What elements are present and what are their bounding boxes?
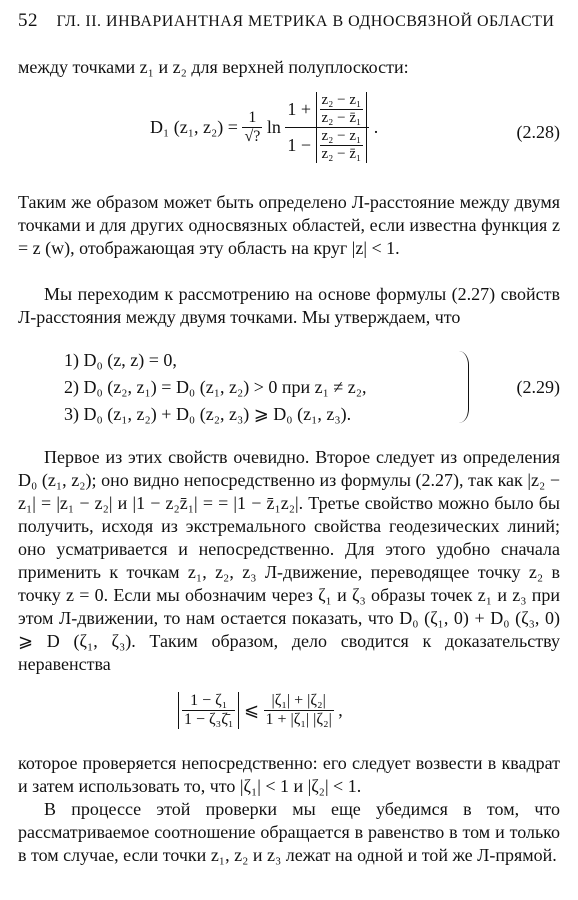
inner-numerator-2: z₂ − z₁ [321,128,362,144]
eq-dot: . [373,117,379,137]
eq-main-fraction [285,92,369,163]
property-1: 1) D₀ (z, z) = 0, [64,350,177,370]
paragraph-intro: между точками z₁ и z₂ для верхней полуплоскости: [18,57,409,77]
property-2: 2) D₀ (z₂, z₁) = D₀ (z₁, z₂) > 0 при z₁ ≠ z₂, [64,377,367,397]
one-minus: 1 − [287,135,312,155]
equation-number-2-29: (2.29) [516,377,560,397]
paragraph-verification: которое проверяется непосредственно: его следует возвести в квадрат и затем использовать то, что |ζ₁| < 1 и |ζ₂| < 1. [18,753,560,796]
inequality-rhs [264,692,334,729]
inequality-lhs [178,692,239,729]
lhs-numerator: 1 − ζ₁ [182,692,235,711]
eq-main-numerator [285,92,369,128]
paragraph-proof: Первое из этих свойств очевидно. Второе следует из определения D₀ (z₁, z₂); оно видно непосредственно из формулы (2.27), так как |z₂ − z₁| = |z₁ − z₂| и |1 − z₂z̄₁| = = |1 − z̄₁z₂|. Третье свойство можно было бы получить, исходя из экстремального свойства геодезических линий; оно усматривается и непосредственно. Для этого удобно сначала применить к точкам z₁, z₂, z₃ Л-движение, переводящее точку z₂ в точку z = 0. Если мы обозначим через ζ₁ и ζ₃ образы точек z₁ и z₃ при этом Л-движении, то нам остается показать, что D₀ (ζ₁, 0) + D₀ (ζ₃, 0) ⩾ D (ζ₁, ζ₃). Таким образом, дело сводится к доказательству неравенства [18,447,560,674]
lhs-denominator: 1 − ζ₃ζ̄₁ [184,711,234,729]
inner-denominator: z₂ − z̄₁ [321,110,362,126]
rhs-denominator: 1 + |ζ₁| |ζ₂| [265,711,332,728]
paragraph-equality-case: В процессе этой проверки мы еще убедимся в том, что рассматриваемое соотношение обращается в равенство в том и только в том случае, если точки z₁, z₂ и z₃ лежат на одной и той же Л-прямой. [18,799,560,865]
property-3: 3) D₀ (z₁, z₂) + D₀ (z₂, z₃) ⩾ D₀ (z₁, z₃). [64,404,352,424]
eq-lhs: D₁ (z₁, z₂) = [150,117,238,137]
paragraph-definition: Таким же образом может быть определено Л-расстояние между двумя точками и для других односвязных областей, если известна функция z = z (w), отображающая эту область на круг |z| < 1. [18,192,560,258]
coef-denominator: √? [244,128,261,145]
ln-symbol: ln [266,117,281,137]
inner-denominator-2: z₂ − z̄₁ [321,146,362,162]
eq-coefficient [242,109,262,146]
rhs-numerator: |ζ₁| + |ζ₂| [264,692,334,711]
one-plus: 1 + [287,99,312,119]
abs-ratio-top [316,92,368,127]
inner-numerator: z₂ − z₁ [321,92,362,108]
coef-numerator: 1 [242,109,262,128]
equation-number-2-28: (2.28) [516,122,560,142]
abs-ratio-bottom [316,128,368,163]
eq-main-denominator [285,128,369,163]
inequality-sign: ⩽ [243,700,260,720]
inequality-comma: , [338,700,343,720]
running-title: ГЛ. II. ИНВАРИАНТНАЯ МЕТРИКА В ОДНОСВЯЗНОЙ ОБЛАСТИ [56,13,555,30]
page-number: 52 [18,10,38,31]
right-brace [456,351,469,423]
running-header [18,10,560,32]
paragraph-properties-intro: Мы переходим к рассмотрению на основе формулы (2.27) свойств Л-расстояния между двумя точками. Мы утверждаем, что [18,284,560,327]
